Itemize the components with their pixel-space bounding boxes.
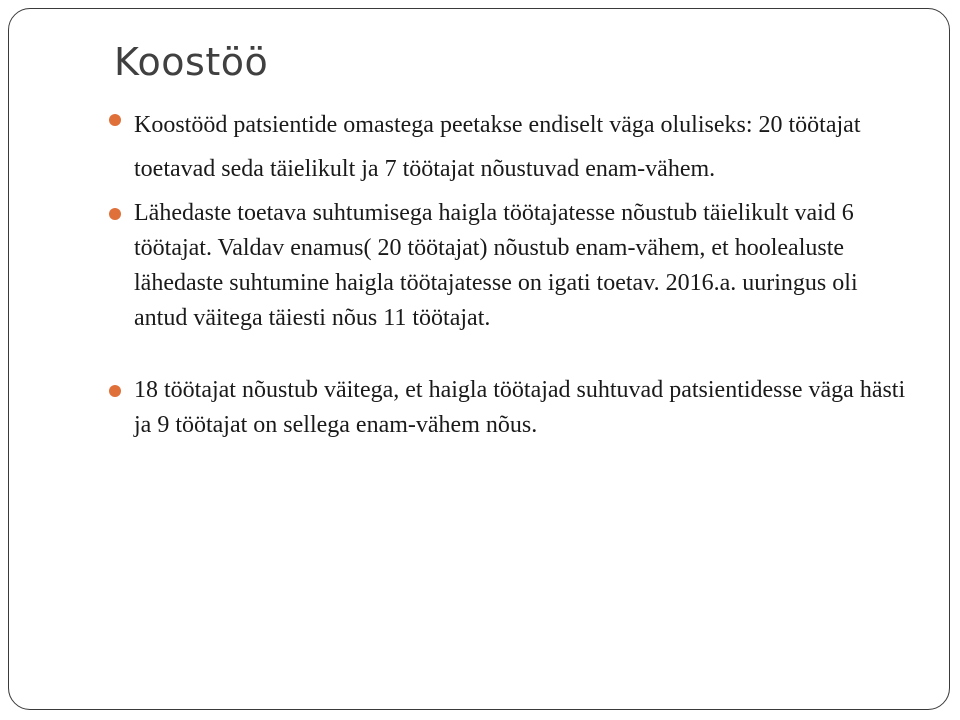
bullet-text-3: 18 töötajat nõustub väitega, et haigla töötajad suhtuvad patsientidesse väga hästi ja 9 töötajat on sellega enam-vähem nõus. [134, 377, 906, 438]
slide-title: Koostöö [114, 40, 269, 84]
slide-body [106, 103, 906, 443]
bullet-item-3 [106, 373, 906, 443]
bullet-item-1 [106, 103, 906, 191]
bullet-dot-icon [109, 114, 121, 126]
bullet-text-1: Koostööd patsientide omastega peetakse endiselt väga oluliseks: 20 töötajat toetavad seda täielikult ja 7 töötajat nõustuvad enam-vähem. [134, 112, 861, 182]
bullet-dot-icon [109, 385, 121, 397]
bullet-item-2 [106, 196, 906, 336]
bullet-dot-icon [109, 208, 121, 220]
bullet-text-2: Lähedaste toetava suhtumisega haigla töötajatesse nõustub täielikult vaid 6 töötajat. Valdav enamus( 20 töötajat) nõustub enam-vähem, et hoolealuste lähedaste suhtumine haigla töötajatesse on igati toetav. 2016.a. uuringus oli antud väitega täiesti nõus 11 töötajat. [134, 200, 858, 331]
